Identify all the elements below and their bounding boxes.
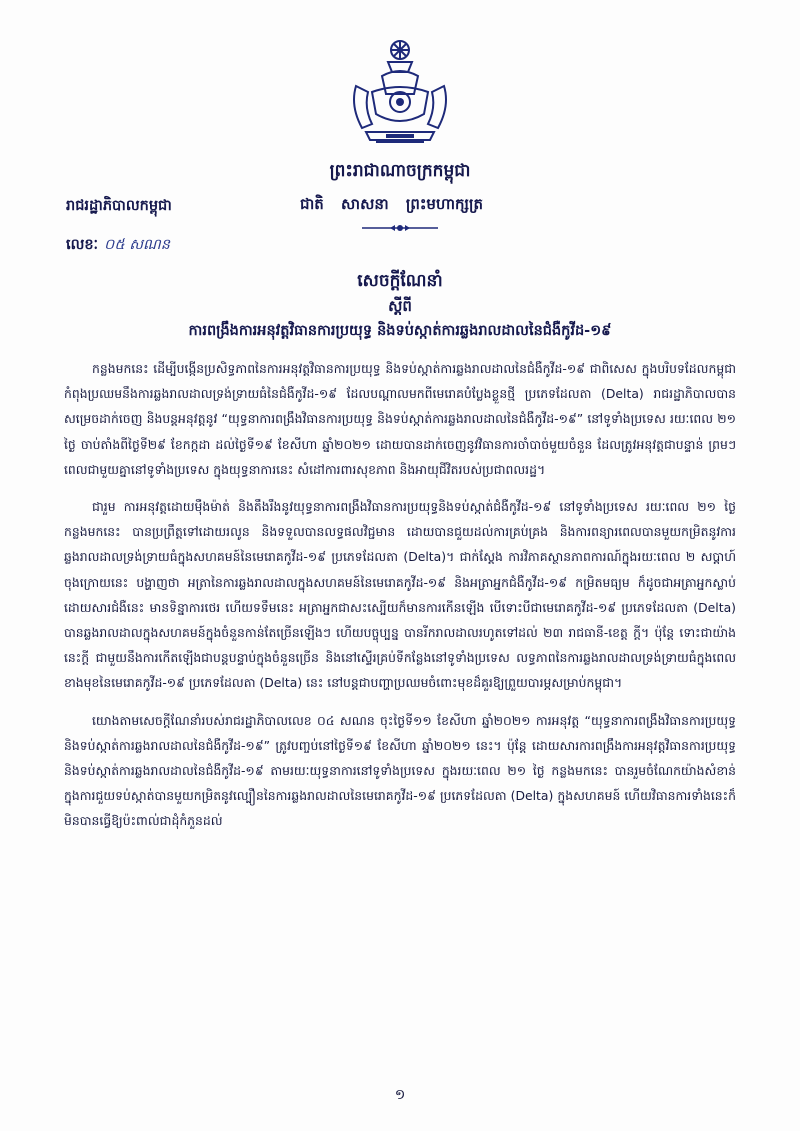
page-number: ១	[394, 1087, 406, 1103]
paragraph-2: ជារួម ការអនុវត្តដោយម៉ឺងម៉ាត់ និងតឹងរឹងនូវយុទ្ធនាការពង្រឹងវិធានការប្រយុទ្ធនិងទប់ស្កាត់ជំងឺកូវីដ-១៩ នៅទូទាំងប្រទេស រយៈពេល ២១ ថ្ងៃ កន្លងមកនេះ បានប្រព្រឹត្តទៅដោយរលូន និងទទួលបានលទ្ធផលវិជ្ជមាន ដោយបានជួយដល់ការគ្រប់គ្រង និងការពន្យារពេលបានមួយកម្រិតនូវការឆ្លងរាលដាលទ្រង់ទ្រាយធំក្នុងសហគមន៍នៃមេរោគកូវីដ-១៩ ប្រភេទដែលតា (Delta)។ ជាក់ស្តែង ការវិភាគស្ថានភាពការណ៍ក្នុងរយៈពេល ២ សប្តាហ៍ចុងក្រោយនេះ បង្ហាញថា អត្រានៃការឆ្លងរាលដាលក្នុងសហគមន៍នៃមេរោគកូវីដ-១៩ និងអត្រាអ្នកជំងឺកូវីដ-១៩ កម្រិតមធ្យម ក៏ដូចជាអត្រាអ្នកស្លាប់ដោយសារជំងឺនេះ មានទិន្នាការថេរ ហើយទទឹមនេះ អត្រាអ្នកជាសះស្បើយក៏មានការកើនឡើង បើទោះបីជាមេរោគកូវីដ-១៩ ប្រភេទដែលតា (Delta) បានឆ្លងរាលដាលក្នុងសហគមន៍ក្នុងចំនួនកាន់តែច្រើនឡើងៗ ហើយបច្ចុប្បន្ន បានរីករាលដាលរហូតទៅដល់ ២៣ រាជធានី-ខេត្ត ក្តី។ ប៉ុន្តែ ទោះជាយ៉ាងនេះក្តី ជាមួយនឹងការកើតឡើងជាបន្តបន្ទាប់ក្នុងចំនួនច្រើន និងនៅស្ទើរគ្រប់ទីកន្លែងនៅទូទាំងប្រទេស លទ្ធភាពនៃការឆ្លងរាលដាលទ្រង់ទ្រាយធំក្នុងពេលខាងមុខនៃមេរោគកូវីដ-១៩ ប្រភេទដែលតា (Delta) នេះ នៅបន្តជាបញ្ហាប្រឈមចំពោះមុខដ៏គួរឱ្យព្រួយបារម្ភសម្រាប់កម្ពុជា។	[64, 499, 736, 691]
document-body	[64, 356, 736, 846]
ornament-divider-icon	[360, 222, 440, 234]
document-about: ស្តីពី	[388, 297, 412, 315]
reference-label: លេខៈ	[66, 237, 99, 253]
paragraph-3: យោងតាមសេចក្តីណែនាំរបស់រាជរដ្ឋាភិបាលលេខ ០៤ សណន ចុះថ្ងៃទី១១ ខែសីហា ឆ្នាំ២០២១ ការអនុវត្ត “យុទ្ធនាការពង្រឹងវិធានការប្រយុទ្ធ និងទប់ស្កាត់ការឆ្លងរាលដាលនៃជំងឺកូវីដ-១៩” ត្រូវបញ្ចប់នៅថ្ងៃទី១៩ ខែសីហា ឆ្នាំ២០២១ នេះ។ ប៉ុន្តែ ដោយសារការពង្រឹងការអនុវត្តវិធានការប្រយុទ្ធ និងទប់ស្កាត់ការឆ្លងរាលដាលនៃជំងឺកូវីដ-១៩ តាមរយៈយុទ្ធនាការនៅទូទាំងប្រទេស ក្នុងរយៈពេល ២១ ថ្ងៃ កន្លងមកនេះ បានរួមចំណែកយ៉ាងសំខាន់ ក្នុងការជួយទប់ស្កាត់បានមួយកម្រិតនូវល្បឿននៃការឆ្លងរាលដាលនៃមេរោគកូវីដ-១៩ ប្រភេទដែលតា (Delta) ក្នុងសហគមន៍ ហើយវិធានការទាំងនេះក៏មិនបានធ្វើឱ្យប៉ះពាល់ជាដុំកំភួនដល់	[64, 712, 736, 829]
issuing-authority: រាជរដ្ឋាភិបាលកម្ពុជា	[66, 198, 172, 214]
reference-line	[66, 236, 170, 257]
document-title: សេចក្តីណែនាំ	[357, 271, 443, 291]
national-motto: ជាតិ សាសនា ព្រះមហាក្សត្រ	[300, 195, 483, 213]
paragraph-1: កន្លងមកនេះ ដើម្បីបង្កើនប្រសិទ្ធភាពនៃការអនុវត្តវិធានការប្រយុទ្ធ និងទប់ស្កាត់ការឆ្លងរាលដាលនៃជំងឺកូវីដ-១៩ ជាពិសេស ក្នុងបរិបទដែលកម្ពុជាកំពុងប្រឈមនឹងការឆ្លងរាលដាលទ្រង់ទ្រាយធំនៃជំងឺកូវីដ-១៩ ដែលបណ្តាលមកពីមេរោគបំប្លែងខ្លួនថ្មី ប្រភេទដែលតា (Delta) រាជរដ្ឋាភិបាលបានសម្រេចដាក់ចេញ និងបន្តអនុវត្តនូវ “យុទ្ធនាការពង្រឹងវិធានការប្រយុទ្ធ និងទប់ស្កាត់ការឆ្លងរាលដាលនៃជំងឺកូវីដ-១៩” នៅទូទាំងប្រទេស រយៈពេល ២១ ថ្ងៃ ចាប់តាំងពីថ្ងៃទី២៩ ខែកក្កដា ដល់ថ្ងៃទី១៩ ខែសីហា ឆ្នាំ២០២១ ដោយបានដាក់ចេញនូវវិធានការចាំបាច់មួយចំនួន ដែលត្រូវអនុវត្តជាបន្ទាន់ ព្រមៗពេលជាមួយគ្នានៅទូទាំងប្រទេស ក្នុងយុទ្ធនាការនេះ សំដៅការពារសុខភាព និងអាយុជីវិតរបស់ប្រជាពលរដ្ឋ។	[64, 361, 736, 477]
document-subject: ការពង្រឹងការអនុវត្តវិធានការប្រយុទ្ធ និងទប់ស្កាត់ការឆ្លងរាលដាលនៃជំងឺកូវីដ-១៩	[188, 323, 612, 339]
kingdom-name: ព្រះរាជាណាចក្រកម្ពុជា	[329, 161, 471, 181]
reference-number: ០៥ សណន	[104, 237, 170, 253]
royal-arms-emblem-icon	[342, 36, 458, 152]
